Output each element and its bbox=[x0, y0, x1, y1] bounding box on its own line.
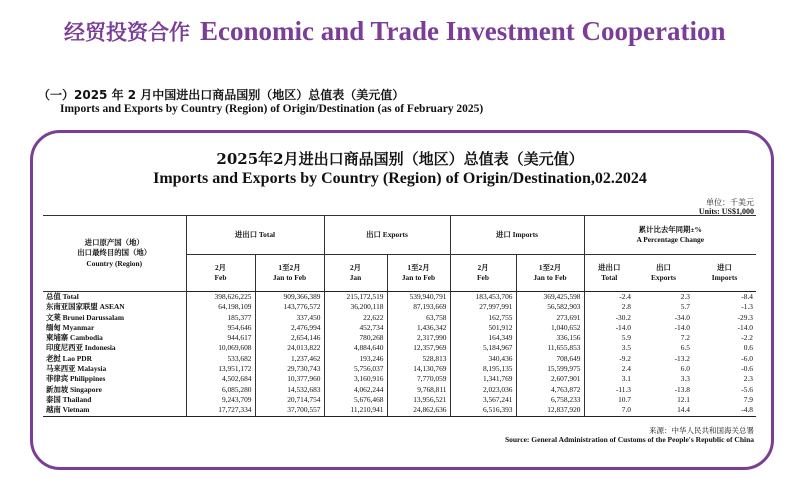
subheader-exports-janfeb bbox=[387, 255, 450, 292]
row-value: 6,758,233 bbox=[516, 395, 584, 405]
table-row bbox=[43, 343, 756, 353]
row-value: 5,676,468 bbox=[324, 395, 387, 405]
unit-label-cn: 单位：千美元 bbox=[706, 198, 754, 207]
row-value: 501,912 bbox=[450, 323, 516, 333]
sub-jan-en: Jan bbox=[349, 273, 362, 282]
row-value: 87,193,669 bbox=[387, 302, 450, 312]
row-value: 6.0 bbox=[680, 364, 690, 374]
row-value: -29.3 bbox=[737, 312, 753, 322]
table-body bbox=[43, 292, 756, 417]
row-value: 9,243,709 bbox=[186, 395, 255, 405]
row-value: 954,646 bbox=[186, 323, 255, 333]
row-value: 10.7 bbox=[584, 395, 634, 405]
subheader-exports-jan bbox=[324, 255, 387, 292]
row-value: 24,862,636 bbox=[387, 405, 450, 416]
row-value: 20,714,754 bbox=[255, 395, 324, 405]
row-value: 185,377 bbox=[186, 313, 255, 323]
row-value: 7,770,059 bbox=[387, 374, 450, 384]
row-value: 7.9 bbox=[743, 394, 753, 404]
country-header-cn2: 出口最终目的国（地） bbox=[77, 248, 152, 258]
row-value: 10,377,960 bbox=[255, 374, 324, 384]
sub-feb-en: Feb bbox=[477, 273, 489, 282]
row-value: 3,567,241 bbox=[450, 395, 516, 405]
sub-pct-total-en: Total bbox=[601, 273, 618, 282]
row-value: 369,425,598 bbox=[516, 292, 584, 303]
row-value: 708,649 bbox=[516, 354, 584, 364]
row-value: 13,951,172 bbox=[186, 364, 255, 374]
row-value: -14.0 bbox=[584, 323, 634, 333]
source-cn: 来源：中华人民共和国海关总署 bbox=[649, 426, 754, 435]
row-value: 12,357,969 bbox=[387, 343, 450, 353]
row-country: 印度尼西亚 Indonesia bbox=[46, 343, 116, 353]
row-value: 337,450 bbox=[255, 313, 324, 323]
row-value: 7.0 bbox=[584, 405, 634, 416]
row-value: 398,626,225 bbox=[186, 292, 255, 303]
row-value: 528,813 bbox=[387, 354, 450, 364]
row-value: -6.0 bbox=[741, 353, 753, 363]
row-value: 22,622 bbox=[324, 313, 387, 323]
sub-pct-exports-en: Exports bbox=[650, 273, 677, 282]
row-value: 6,516,393 bbox=[450, 405, 516, 416]
sub-janfeb-cn: 1至2月 bbox=[278, 262, 301, 272]
country-header-en: Country (Region) bbox=[86, 258, 143, 268]
table-row bbox=[43, 354, 756, 364]
row-value: 2,023,036 bbox=[450, 385, 516, 395]
row-country: 东南亚国家联盟 ASEAN bbox=[46, 302, 125, 312]
trade-table bbox=[43, 215, 756, 417]
row-value: 533,682 bbox=[186, 354, 255, 364]
row-value: -2.2 bbox=[741, 333, 753, 343]
table-row bbox=[43, 385, 756, 395]
row-value: 340,436 bbox=[450, 354, 516, 364]
subheader-pct-exports bbox=[634, 255, 693, 292]
table-title-cn: 2025年2月进出口商品国别（地区）总值表（美元值） bbox=[216, 150, 584, 168]
subheader-total-janfeb bbox=[255, 255, 324, 292]
table-row bbox=[43, 395, 756, 405]
row-value: -13.2 bbox=[674, 353, 690, 363]
row-value: 12,837,920 bbox=[516, 405, 584, 416]
row-value: 6,085,280 bbox=[186, 385, 255, 395]
row-value: 14.4 bbox=[634, 405, 693, 416]
row-value: 14,532,683 bbox=[255, 385, 324, 395]
row-value: -30.2 bbox=[584, 313, 634, 323]
sub-feb-cn: 2月 bbox=[214, 262, 227, 272]
row-value: 14,130,769 bbox=[387, 364, 450, 374]
row-value: -9.2 bbox=[584, 354, 634, 364]
sub-pct-imports-cn: 进口 bbox=[717, 262, 732, 272]
row-value: 5.7 bbox=[680, 302, 690, 312]
row-value: 4,062,244 bbox=[324, 385, 387, 395]
pct-header-cn: 累计比去年同期±% bbox=[638, 224, 702, 234]
table-row bbox=[43, 374, 756, 384]
row-value: 909,366,389 bbox=[255, 292, 324, 303]
row-value: 2.4 bbox=[584, 364, 634, 374]
table-row bbox=[43, 333, 756, 343]
sub-pct-exports-cn: 出口 bbox=[656, 262, 671, 272]
row-value: 193,246 bbox=[324, 354, 387, 364]
row-value: 9,768,811 bbox=[387, 385, 450, 395]
row-value: 273,691 bbox=[516, 313, 584, 323]
row-value: 56,582,903 bbox=[516, 302, 584, 312]
table-row bbox=[43, 405, 756, 416]
row-value: 162,755 bbox=[450, 313, 516, 323]
row-value: -4.8 bbox=[693, 405, 756, 416]
row-value: 215,172,519 bbox=[324, 292, 387, 303]
header-title-cn: 经贸投资合作 bbox=[64, 20, 190, 45]
pct-header-en: A Percentage Change bbox=[636, 235, 705, 244]
row-value: 3,160,916 bbox=[324, 374, 387, 384]
sub-janfeb-cn: 1至2月 bbox=[538, 262, 562, 272]
table-row bbox=[43, 292, 756, 303]
group-header-pct bbox=[584, 216, 756, 255]
row-value: -2.4 bbox=[584, 292, 634, 303]
row-value: -11.3 bbox=[584, 385, 634, 395]
row-value: -14.0 bbox=[737, 322, 753, 332]
row-value: 10,069,608 bbox=[186, 343, 255, 353]
row-value: 24,013,822 bbox=[255, 343, 324, 353]
country-header-cn1: 进口原产国（地） bbox=[84, 238, 144, 248]
row-value: 539,940,791 bbox=[387, 292, 450, 303]
table-title-en: Imports and Exports by Country (Region) of Origin/Destination,02.2024 bbox=[153, 170, 647, 187]
row-value: 11,655,853 bbox=[516, 343, 584, 353]
row-value: -13.8 bbox=[674, 384, 690, 394]
row-value: 2.8 bbox=[584, 302, 634, 312]
subheader-total-feb bbox=[186, 255, 255, 292]
source-en: Source: General Administration of Customs of the People's Republic of China bbox=[504, 435, 754, 444]
row-country: 缅甸 Myanmar bbox=[46, 322, 95, 332]
row-value: 2,317,990 bbox=[387, 333, 450, 343]
header-title-en: Economic and Trade Investment Cooperation bbox=[200, 16, 726, 46]
row-value: -14.0 bbox=[674, 322, 690, 332]
row-country: 新加坡 Singapore bbox=[46, 384, 102, 394]
row-value: -1.3 bbox=[741, 302, 753, 312]
row-value: 4,502,684 bbox=[186, 374, 255, 384]
row-value: 452,734 bbox=[324, 323, 387, 333]
row-value: 17,727,334 bbox=[186, 405, 255, 416]
row-country: 菲律宾 Philippines bbox=[46, 374, 106, 384]
section-title-en: Imports and Exports by Country (Region) of Origin/Destination (as of February 2025) bbox=[60, 103, 484, 115]
row-value: 4,763,872 bbox=[516, 385, 584, 395]
row-value: 3.5 bbox=[584, 343, 634, 353]
sub-pct-imports-en: Imports bbox=[711, 273, 738, 282]
sub-jan-cn: 2月 bbox=[349, 262, 362, 272]
row-value: 5,756,037 bbox=[324, 364, 387, 374]
row-country: 总值 Total bbox=[46, 292, 79, 301]
row-value: 11,210,941 bbox=[324, 405, 387, 416]
table-row bbox=[43, 302, 756, 312]
row-value: 3.3 bbox=[680, 374, 690, 384]
row-value: 6.5 bbox=[680, 343, 690, 353]
row-value: 2,476,994 bbox=[255, 323, 324, 333]
row-value: 183,453,706 bbox=[450, 292, 516, 303]
row-value: 1,341,769 bbox=[450, 374, 516, 384]
row-country: 老挝 Lao PDR bbox=[46, 353, 92, 363]
table-row bbox=[43, 313, 756, 323]
group-header-total: 进出口 Total bbox=[186, 216, 324, 255]
unit-label-en: Units: US$1,000 bbox=[698, 207, 754, 216]
row-value: 27,997,991 bbox=[450, 302, 516, 312]
group-header-imports: 进口 Imports bbox=[450, 216, 584, 255]
row-value: 944,617 bbox=[186, 333, 255, 343]
row-value: 0.6 bbox=[743, 343, 753, 353]
row-value: 164,349 bbox=[450, 333, 516, 343]
subheader-pct-imports bbox=[693, 255, 756, 292]
sub-feb-cn: 2月 bbox=[477, 262, 489, 272]
row-value: -8.4 bbox=[741, 292, 753, 301]
row-value: 36,200,118 bbox=[324, 302, 387, 312]
row-value: -0.6 bbox=[741, 364, 753, 374]
row-value: 2,607,901 bbox=[516, 374, 584, 384]
row-value: 2.3 bbox=[743, 374, 753, 384]
row-value: 1,040,652 bbox=[516, 323, 584, 333]
row-value: 29,730,743 bbox=[255, 364, 324, 374]
page-header bbox=[64, 16, 784, 56]
country-column-header bbox=[43, 216, 186, 292]
row-value: -5.6 bbox=[741, 384, 753, 394]
row-value: 12.1 bbox=[677, 394, 690, 404]
row-country: 文莱 Brunei Darussalam bbox=[46, 312, 125, 322]
subheader-pct-total bbox=[584, 255, 634, 292]
row-value: 780,268 bbox=[324, 333, 387, 343]
row-value: 2.3 bbox=[680, 292, 690, 301]
row-value: 5,184,967 bbox=[450, 343, 516, 353]
section-title-cn: （一）2025 年 2 月中国进出口商品国别（地区）总值表（美元值） bbox=[38, 88, 405, 102]
row-value: 1,237,462 bbox=[255, 354, 324, 364]
subheader-imports-feb bbox=[450, 255, 516, 292]
row-value: -34.0 bbox=[674, 312, 690, 322]
row-value: 15,599,975 bbox=[516, 364, 584, 374]
row-value: 1,436,342 bbox=[387, 323, 450, 333]
row-value: 63,758 bbox=[387, 313, 450, 323]
sub-janfeb-cn: 1至2月 bbox=[407, 262, 430, 272]
row-country: 泰国 Thailand bbox=[46, 394, 92, 404]
row-value: 336,156 bbox=[516, 333, 584, 343]
group-header-exports: 出口 Exports bbox=[324, 216, 450, 255]
sub-janfeb-en: Jan to Feb bbox=[533, 273, 567, 282]
row-value: 2,654,146 bbox=[255, 333, 324, 343]
row-value: 5.9 bbox=[584, 333, 634, 343]
row-value: 4,884,640 bbox=[324, 343, 387, 353]
sub-janfeb-en: Jan to Feb bbox=[272, 273, 307, 282]
row-value: 3.1 bbox=[584, 374, 634, 384]
subheader-imports-janfeb bbox=[516, 255, 584, 292]
sub-pct-total-cn: 进出口 bbox=[598, 262, 621, 272]
row-value: 13,956,521 bbox=[387, 395, 450, 405]
sub-janfeb-en: Jan to Feb bbox=[401, 273, 436, 282]
row-value: 7.2 bbox=[680, 333, 690, 343]
table-row bbox=[43, 364, 756, 374]
row-country: 越南 Vietnam bbox=[43, 405, 186, 416]
row-value: 8,195,135 bbox=[450, 364, 516, 374]
sub-feb-en: Feb bbox=[214, 273, 227, 282]
row-value: 37,700,557 bbox=[255, 405, 324, 416]
row-country: 马来西亚 Malaysia bbox=[46, 364, 107, 374]
table-row bbox=[43, 323, 756, 333]
row-value: 64,198,109 bbox=[186, 302, 255, 312]
row-value: 143,776,572 bbox=[255, 302, 324, 312]
row-country: 柬埔寨 Cambodia bbox=[46, 333, 103, 343]
